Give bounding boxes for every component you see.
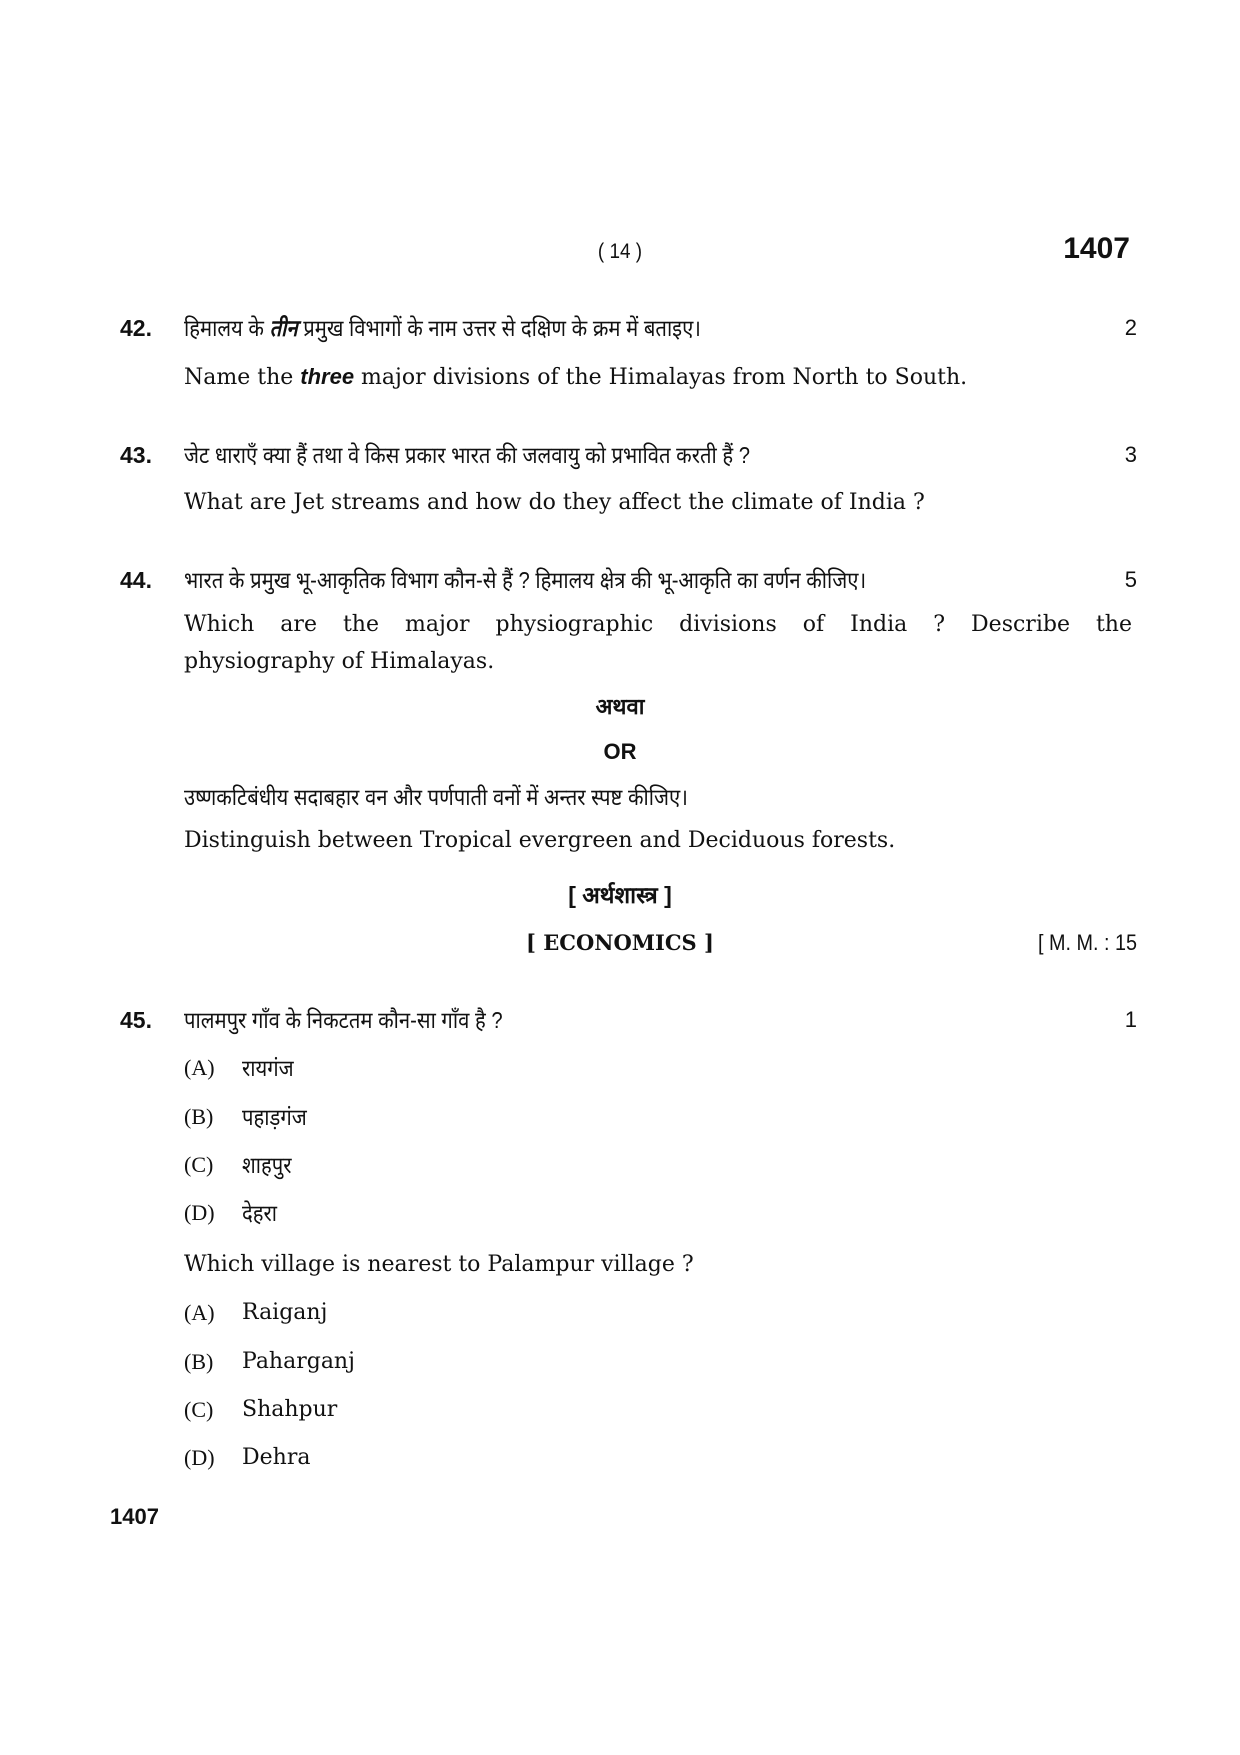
question-text-hindi: [184, 313, 701, 343]
question-text-english: What are Jet streams and how do they affect the climate of India ?: [184, 490, 925, 515]
option-label: (C): [184, 1152, 214, 1177]
text-segment: Name the: [184, 365, 301, 390]
question-text-hindi: जेट धाराएँ क्या हैं तथा वे किस प्रकार भारत की जलवायु को प्रभावित करती हैं ?: [184, 442, 751, 468]
option-text: देहरा: [242, 1200, 278, 1226]
option-label: (A): [184, 1300, 215, 1325]
question-text-hindi: पालमपुर गाँव के निकटतम कौन-सा गाँव है ?: [184, 1007, 503, 1033]
option-label: (B): [184, 1349, 214, 1374]
question-number: 43.: [120, 442, 152, 468]
section-title-english: [ ECONOMICS ]: [526, 930, 714, 955]
option-label: (B): [184, 1104, 214, 1129]
question-text-hindi: भारत के प्रमुख भू-आकृतिक विभाग कौन-से हैं ? हिमालय क्षेत्र की भू-आकृति का वर्णन कीजिए।: [184, 567, 867, 593]
emphasis-text: तीन: [269, 315, 298, 341]
option-text: Shahpur: [242, 1397, 338, 1422]
max-marks: [ M. M. : 15: [1037, 930, 1137, 955]
option-label: (A): [184, 1055, 215, 1080]
question-number: 44.: [120, 567, 152, 593]
emphasis-text: three: [300, 364, 355, 389]
option-text: Dehra: [242, 1445, 311, 1470]
option-text: Paharganj: [242, 1349, 355, 1374]
option-label: (D): [184, 1445, 215, 1470]
page-number: ( 14 ): [597, 240, 643, 263]
question-text-english: Which village is nearest to Palampur village ?: [184, 1252, 694, 1277]
text-segment: हिमालय के: [184, 315, 270, 341]
paper-code-header: 1407: [1063, 232, 1130, 265]
text-segment: major divisions of the Himalayas from North to South.: [354, 365, 968, 390]
alternative-text-english: Distinguish between Tropical evergreen and Deciduous forests.: [184, 828, 896, 853]
option-text: शाहपुर: [242, 1152, 292, 1178]
question-text-english-line2: physiography of Himalayas.: [184, 649, 495, 674]
question-number: 45.: [120, 1007, 152, 1033]
question-marks: 1: [1124, 1007, 1137, 1032]
question-text-english: [184, 362, 967, 393]
option-label: (C): [184, 1397, 214, 1422]
or-label-hindi: अथवा: [595, 694, 645, 719]
option-text: पहाड़गंज: [242, 1104, 307, 1130]
alternative-text-hindi: उष्णकटिबंधीय सदाबहार वन और पर्णपाती वनों में अन्तर स्पष्ट कीजिए।: [184, 784, 688, 810]
paper-code-footer: 1407: [110, 1504, 159, 1529]
question-marks: 2: [1124, 315, 1137, 340]
question-number: 42.: [120, 315, 152, 341]
option-label: (D): [184, 1200, 215, 1225]
or-label-english: OR: [603, 739, 637, 764]
question-marks: 3: [1124, 442, 1137, 467]
question-text-english-line1: Which are the major physiographic divisions of India ? Describe the: [184, 612, 1132, 637]
text-segment: प्रमुख विभागों के नाम उत्तर से दक्षिण के क्रम में बताइए।: [297, 315, 701, 341]
section-title-hindi: [ अर्थशास्त्र ]: [568, 882, 672, 908]
option-text: Raiganj: [242, 1300, 328, 1325]
option-text: रायगंज: [242, 1055, 294, 1081]
question-marks: 5: [1124, 567, 1137, 592]
